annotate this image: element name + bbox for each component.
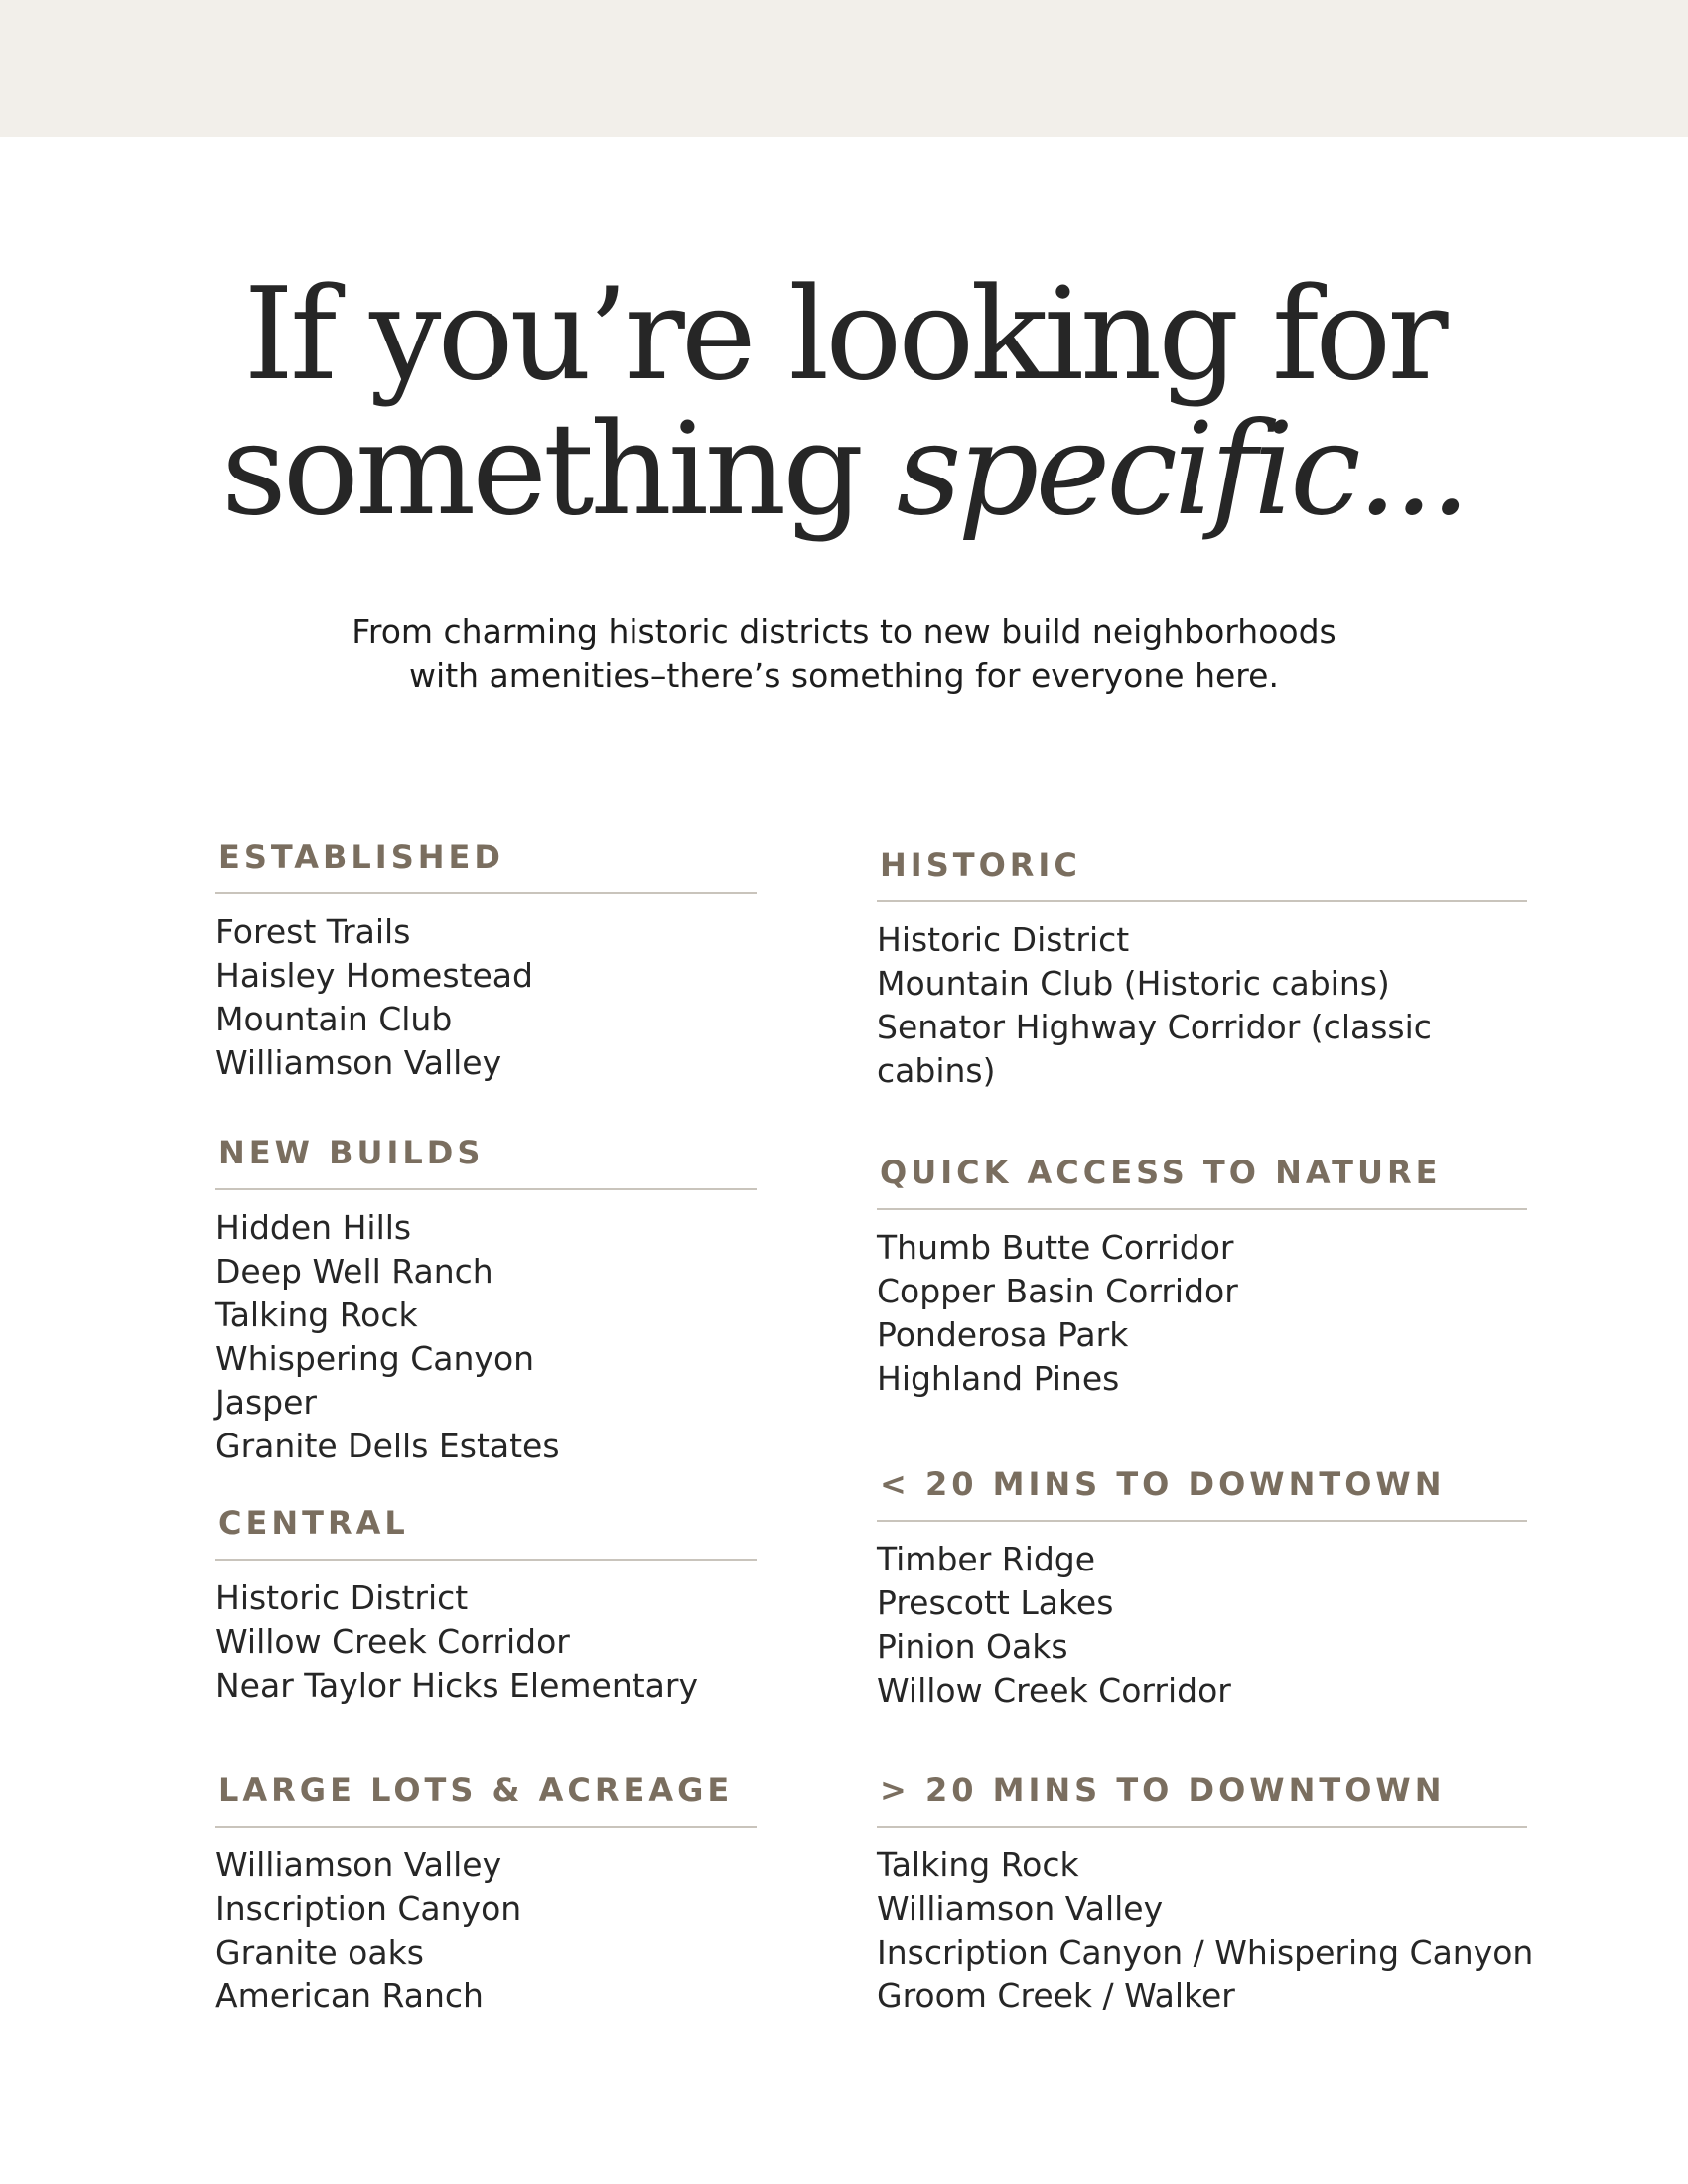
list-item: Deep Well Ranch [215,1252,493,1291]
section-title: > 20 MINS TO DOWNTOWN [880,1771,1446,1809]
list-item: Thumb Butte Corridor [877,1228,1234,1267]
list-item: Forest Trails [215,912,411,951]
subtitle-line-2: with amenities–there’s something for everyone here. [409,656,1279,695]
section-under-20-mins [877,1464,1527,1712]
section-divider [215,1559,757,1561]
list-item: Ponderosa Park [877,1315,1129,1354]
section-divider [215,892,757,894]
list-item: American Ranch [215,1977,484,2015]
list-item: Mountain Club [215,1000,453,1038]
section-title: QUICK ACCESS TO NATURE [880,1154,1442,1191]
section-large-lots [215,1770,757,2018]
section-title: HISTORIC [880,846,1081,884]
section-title: LARGE LOTS & ACREAGE [218,1771,734,1809]
page-subtitle [248,611,1440,698]
section-divider [877,900,1527,902]
section-list [877,1538,1527,1712]
list-item: Senator Highway Corridor (classic cabins) [877,1008,1432,1090]
section-established [215,837,757,1085]
headline-line-1: If you’re looking for [243,261,1445,409]
list-item: Talking Rock [877,1845,1079,1884]
section-title: CENTRAL [218,1504,409,1542]
list-item: Pinion Oaks [877,1627,1068,1666]
headline-plain-text: something [221,396,897,544]
list-item: Williamson Valley [215,1845,502,1884]
list-item: Talking Rock [215,1296,418,1334]
list-item: Copper Basin Corridor [877,1272,1238,1310]
list-item: Prescott Lakes [877,1583,1114,1622]
list-item: Timber Ridge [877,1540,1096,1578]
list-item: Inscription Canyon [215,1889,522,1928]
section-title: < 20 MINS TO DOWNTOWN [880,1465,1446,1503]
section-divider [215,1826,757,1828]
headline-emphasis-text: specific... [896,396,1467,544]
section-list [215,910,757,1085]
list-item: Near Taylor Hicks Elementary [215,1666,698,1705]
list-item: Willow Creek Corridor [877,1671,1231,1709]
section-new-builds [215,1133,757,1468]
section-list [215,1843,757,2018]
headline-line-2 [0,396,1688,544]
list-item: Williamson Valley [877,1889,1164,1928]
section-historic [877,845,1527,1093]
top-band [0,0,1688,137]
section-list [215,1576,757,1707]
list-item: Haisley Homestead [215,956,533,995]
section-list [877,1843,1534,2018]
section-title: NEW BUILDS [218,1134,485,1171]
section-title: ESTABLISHED [218,838,504,876]
section-central [215,1503,757,1707]
section-divider [877,1520,1527,1522]
section-nature [877,1153,1527,1401]
list-item: Mountain Club (Historic cabins) [877,964,1390,1003]
list-item: Groom Creek / Walker [877,1977,1235,2015]
section-over-20-mins [877,1770,1534,2018]
section-divider [877,1826,1527,1828]
subtitle-line-1: From charming historic districts to new build neighborhoods [352,613,1336,651]
list-item: Williamson Valley [215,1043,502,1082]
list-item: Inscription Canyon / Whispering Canyon [877,1933,1534,1972]
list-item: Historic District [215,1578,469,1617]
list-item: Whispering Canyon [215,1339,535,1378]
list-item: Granite oaks [215,1933,424,1972]
section-divider [877,1208,1527,1210]
section-list [877,918,1527,1093]
list-item: Willow Creek Corridor [215,1622,570,1661]
page-headline [0,261,1688,544]
list-item: Highland Pines [877,1359,1120,1398]
list-item: Hidden Hills [215,1208,412,1247]
section-list [877,1226,1527,1401]
list-item: Jasper [215,1383,317,1422]
list-item: Historic District [877,920,1130,959]
section-divider [215,1188,757,1190]
list-item: Granite Dells Estates [215,1427,560,1465]
section-list [215,1206,757,1468]
